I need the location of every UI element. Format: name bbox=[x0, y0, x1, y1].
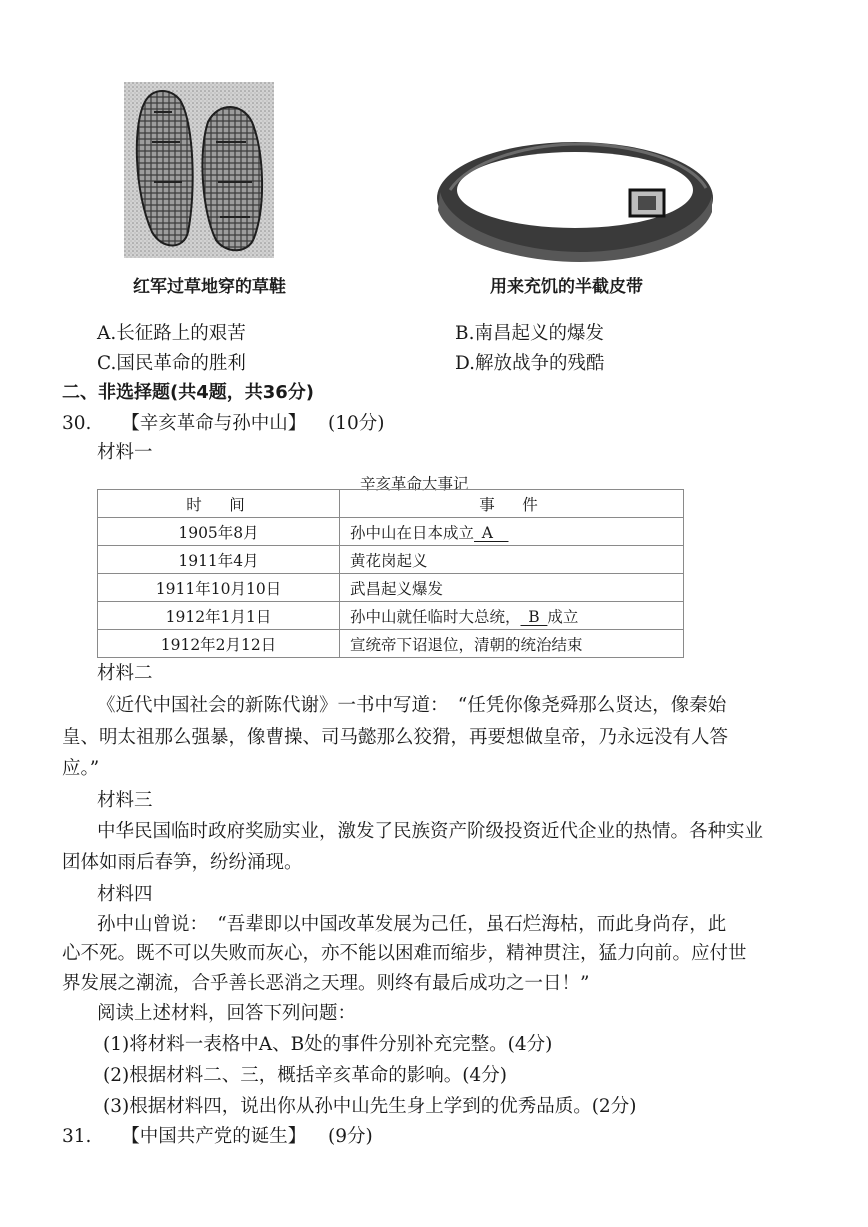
row-date: 1911年4月 bbox=[98, 546, 340, 574]
left-image-caption: 红军过草地穿的草鞋 bbox=[133, 277, 286, 297]
straw-sandals-photo bbox=[124, 82, 274, 258]
material-4-label: 材料四 bbox=[97, 884, 153, 905]
event-text: 孙中山在日本成立 bbox=[350, 523, 475, 542]
row-date: 1905年8月 bbox=[98, 518, 340, 546]
option-b: B.南昌起义的爆发 bbox=[455, 323, 604, 344]
sub-question-1: (1)将材料一表格中A、B处的事件分别补充完整。(4分) bbox=[103, 1034, 553, 1055]
section-heading: 二、非选择题(共4题，共36分) bbox=[62, 382, 315, 403]
column-header-time: 时 间 bbox=[98, 490, 340, 518]
row-event bbox=[340, 518, 684, 546]
material-4-line-2: 心不死。既不可以失败而灰心，亦不能以困难而缩步，精神贯注，猛力向前。应付世 bbox=[62, 943, 747, 964]
question-score: (10分) bbox=[328, 413, 385, 434]
row-date: 1912年2月12日 bbox=[98, 630, 340, 658]
row-event: 宣统帝下诏退位，清朝的统治结束 bbox=[340, 630, 684, 658]
material-1-label: 材料一 bbox=[97, 442, 153, 463]
material-2-line-3: 应。” bbox=[62, 758, 100, 779]
events-table bbox=[97, 489, 684, 658]
blank-a: _A__ bbox=[474, 523, 509, 542]
belt-illustration bbox=[430, 120, 720, 265]
table-row bbox=[98, 518, 684, 546]
row-event: 黄花岗起义 bbox=[340, 546, 684, 574]
option-a: A.长征路上的艰苦 bbox=[97, 323, 246, 344]
row-event: 武昌起义爆发 bbox=[340, 574, 684, 602]
material-3-line-2: 团体如雨后春笋，纷纷涌现。 bbox=[62, 852, 303, 873]
table-title: 辛亥革命大事记 bbox=[360, 475, 469, 493]
option-c: C.国民革命的胜利 bbox=[97, 353, 246, 374]
table-row bbox=[98, 574, 684, 602]
event-text: 孙中山就任临时大总统， bbox=[350, 607, 521, 626]
material-2-line-2: 皇、明太祖那么强暴，像曹操、司马懿那么狡猾，再要想做皇帝，乃永远没有人答 bbox=[62, 727, 729, 748]
question-30-header bbox=[62, 415, 384, 434]
table-row bbox=[98, 602, 684, 630]
column-header-event: 事 件 bbox=[340, 490, 684, 518]
sub-question-3: (3)根据材料四，说出你从孙中山先生身上学到的优秀品质。(2分) bbox=[103, 1096, 637, 1117]
event-text-after: 成立 bbox=[547, 607, 579, 626]
straw-sandals-illustration bbox=[124, 82, 274, 258]
material-3-label: 材料三 bbox=[97, 790, 153, 811]
question-topic: 【辛亥革命与孙中山】 bbox=[121, 413, 307, 434]
row-date: 1911年10月10日 bbox=[98, 574, 340, 602]
question-topic: 【中国共产党的诞生】 bbox=[121, 1126, 307, 1147]
sub-question-2: (2)根据材料二、三，概括辛亥革命的影响。(4分) bbox=[103, 1065, 507, 1086]
question-number: 31. bbox=[62, 1126, 92, 1147]
right-image-caption: 用来充饥的半截皮带 bbox=[490, 277, 643, 297]
material-2-line-1: 《近代中国社会的新陈代谢》一书中写道： “任凭你像尧舜那么贤达，像秦始 bbox=[97, 695, 727, 716]
material-4-line-3: 界发展之潮流，合乎善长恶消之天理。则终有最后成功之一日！” bbox=[62, 973, 590, 994]
table-row bbox=[98, 630, 684, 658]
question-31-header bbox=[62, 1128, 373, 1147]
half-belt-photo bbox=[430, 120, 720, 265]
reading-prompt: 阅读上述材料，回答下列问题： bbox=[97, 1003, 357, 1024]
row-date: 1912年1月1日 bbox=[98, 602, 340, 630]
table-row bbox=[98, 546, 684, 574]
blank-b: _B_ bbox=[520, 607, 548, 626]
table-header-row bbox=[98, 490, 684, 518]
material-4-line-1: 孙中山曾说： “吾辈即以中国改革发展为己任，虽石烂海枯，而此身尚存，此 bbox=[97, 914, 727, 935]
option-d: D.解放战争的残酷 bbox=[455, 353, 605, 374]
question-score: (9分) bbox=[328, 1126, 373, 1147]
row-event bbox=[340, 602, 684, 630]
material-2-label: 材料二 bbox=[97, 663, 153, 684]
material-3-line-1: 中华民国临时政府奖励实业，激发了民族资产阶级投资近代企业的热情。各种实业 bbox=[97, 821, 764, 842]
question-number: 30. bbox=[62, 413, 92, 434]
